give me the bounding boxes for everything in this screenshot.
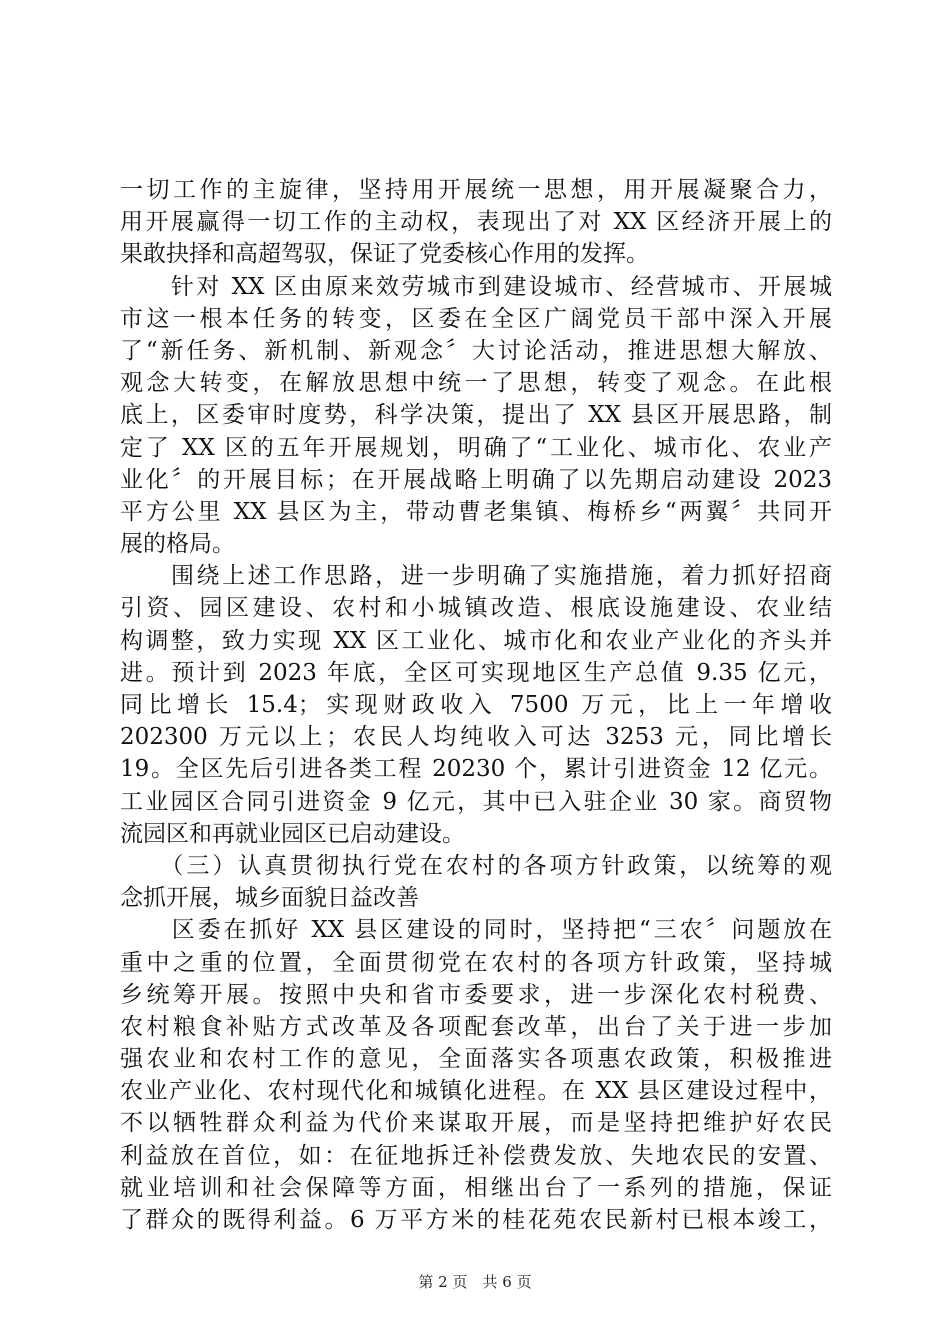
text-line: 构调整，致力实现 XX 区工业化、城市化和农业产业化的齐头并 [120, 627, 832, 654]
text-line: 平方公里 XX 县区为主，带动曹老集镇、梅桥乡“两翼〞共同开 [120, 498, 832, 525]
text-line: 针对 XX 区由原来效劳城市到建设城市、经营城市、开展城 [120, 273, 832, 300]
text-line: 了群众的既得利益。6 万平方米的桂花苑农民新村已根本竣工， [120, 1207, 832, 1233]
text-line: 工业园区合同引进资金 9 亿元，其中已入驻企业 30 家。商贸物 [120, 788, 832, 815]
text-line: 了“新任务、新机制、新观念〞大讨论活动，推进思想大解放、 [120, 337, 832, 364]
text-line: 19。全区先后引进各类工程 20230 个，累计引进资金 12 亿元。 [120, 756, 832, 783]
text-line: 果敢抉择和高超驾驭，保证了党委核心作用的发挥。 [120, 241, 649, 268]
text-line: 围绕上述工作思路，进一步明确了实施措施，着力抓好招商 [120, 563, 832, 590]
text-line: 观念大转变，在解放思想中统一了思想，转变了观念。在此根 [120, 370, 832, 397]
text-line: 一切工作的主旋律，坚持用开展统一思想，用开展凝聚合力， [120, 177, 832, 203]
text-line: 定了 XX 区的五年开展规划，明确了“工业化、城市化、农业产 [120, 434, 832, 461]
text-line: 强农业和农村工作的意见，全面落实各项惠农政策，积极推进 [120, 1046, 832, 1073]
text-line: （三）认真贯彻执行党在农村的各项方针政策，以统筹的观 [120, 852, 832, 879]
text-line: 底上，区委审时度势，科学决策，提出了 XX 县区开展思路，制 [120, 402, 832, 429]
text-line: 引资、园区建设、农村和小城镇改造、根底设施建设、农业结 [120, 595, 832, 622]
text-line: 市这一根本任务的转变，区委在全区广阔党员干部中深入开展 [120, 305, 832, 332]
text-line: 农业产业化、农村现代化和城镇化进程。在 XX 县区建设过程中， [120, 1078, 832, 1105]
text-line: 展的格局。 [120, 531, 235, 558]
text-line: 重中之重的位置，全面贯彻党在农村的各项方针政策，坚持城 [120, 949, 832, 976]
text-line: 用开展赢得一切工作的主动权，表现出了对 XX 区经济开展上的 [120, 209, 832, 236]
text-line: 202300 万元以上；农民人均纯收入可达 3253 元，同比增长 [120, 724, 832, 751]
text-line: 流园区和再就业园区已启动建设。 [120, 820, 465, 847]
text-line: 乡统筹开展。按照中央和省市委要求，进一步深化农村税费、 [120, 981, 832, 1008]
text-line: 利益放在首位，如：在征地拆迁补偿费发放、失地农民的安置、 [120, 1142, 832, 1169]
text-line: 业化〞的开展目标；在开展战略上明确了以先期启动建设 2023 [120, 466, 832, 493]
document-body [120, 174, 832, 1236]
text-line: 就业培训和社会保障等方面，相继出台了一系列的措施，保证 [120, 1174, 832, 1201]
text-line: 区委在抓好 XX 县区建设的同时，坚持把“三农〞问题放在 [120, 917, 832, 944]
text-line: 念抓开展，城乡面貌日益改善 [120, 885, 419, 912]
text-line: 农村粮食补贴方式改革及各项配套改革，出台了关于进一步加 [120, 1013, 832, 1040]
page-footer: 第 2 页 共 6 页 [418, 1273, 532, 1291]
text-line: 同比增长 15.4；实现财政收入 7500 万元，比上一年增收 [120, 692, 832, 718]
text-line: 不以牺牲群众利益为代价来谋取开展，而是坚持把维护好农民 [120, 1110, 832, 1137]
text-line: 进。预计到 2023 年底，全区可实现地区生产总值 9.35 亿元， [120, 659, 832, 686]
